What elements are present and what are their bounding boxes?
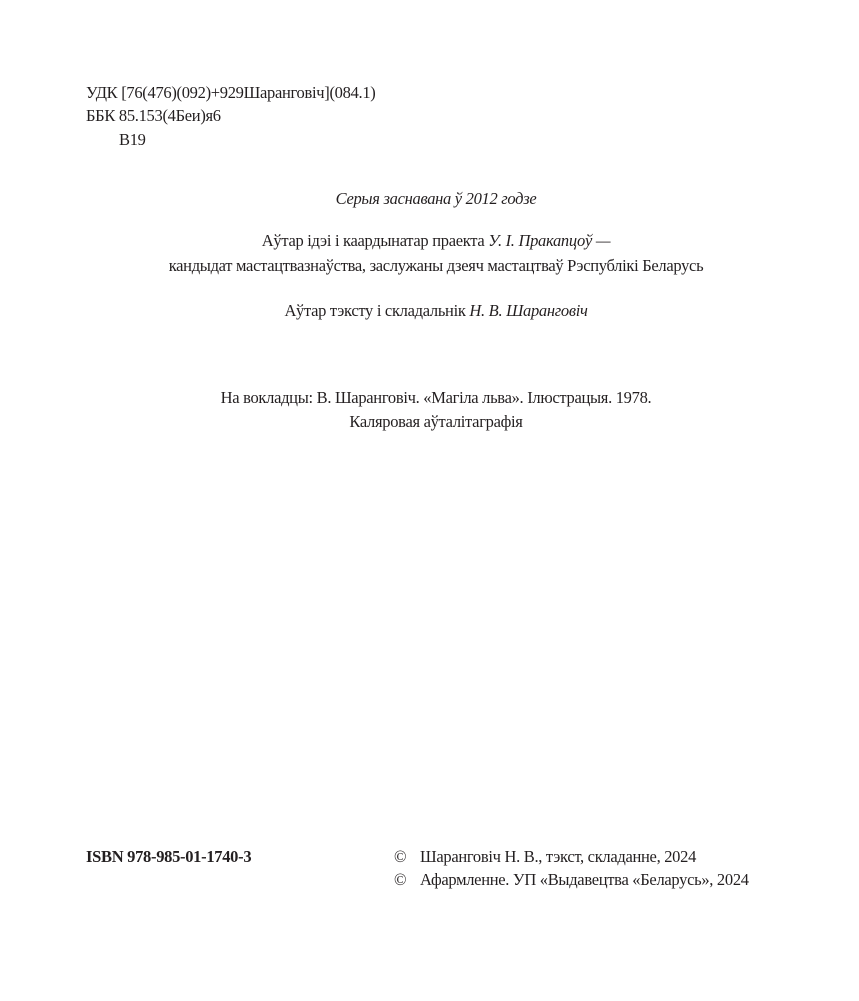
copyright-text: Афармленне. УП «Выдавецтва «Беларусь», 2024 [420,870,749,889]
copyright-symbol: © [394,847,407,866]
project-role: Аўтар ідэі і каардынатар праекта [261,231,489,250]
copyright-symbol: © [394,870,407,889]
series-note-text: Серыя заснавана ў 2012 годзе [335,189,537,208]
isbn [86,847,251,867]
text-author-role: Аўтар тэксту і складальнік [284,301,470,320]
bbk-code: ББК 85.153(4Беи)я6 [86,106,221,125]
text-author-name: Н. В. Шаранговіч [469,301,588,320]
copyright-line-2 [394,870,749,890]
series-note [0,189,859,209]
cover-note-line-2: Каляровая аўталітаграфія [349,412,523,431]
project-line-2: кандыдат мастацтвазнаўства, заслужаны дзеяч мастацтваў Рэспублікі Беларусь [168,256,704,275]
udk-code: УДК [76(476)(092)+929Шаранговіч](084.1) [86,83,376,102]
copyright-line-1 [394,847,696,867]
copyright-text: Шаранговіч Н. В., тэкст, складанне, 2024 [420,847,697,866]
cover-note-line-1: На вокладцы: В. Шаранговіч. «Магіла льва». Ілюстрацыя. 1978. [220,388,652,407]
author-mark: В19 [119,130,146,149]
project-coordinator-name: У. І. Пракапцоў — [488,231,611,250]
isbn-text: ISBN 978-985-01-1740-3 [86,847,252,866]
project-line-1 [0,231,859,251]
text-author-line [0,301,859,321]
